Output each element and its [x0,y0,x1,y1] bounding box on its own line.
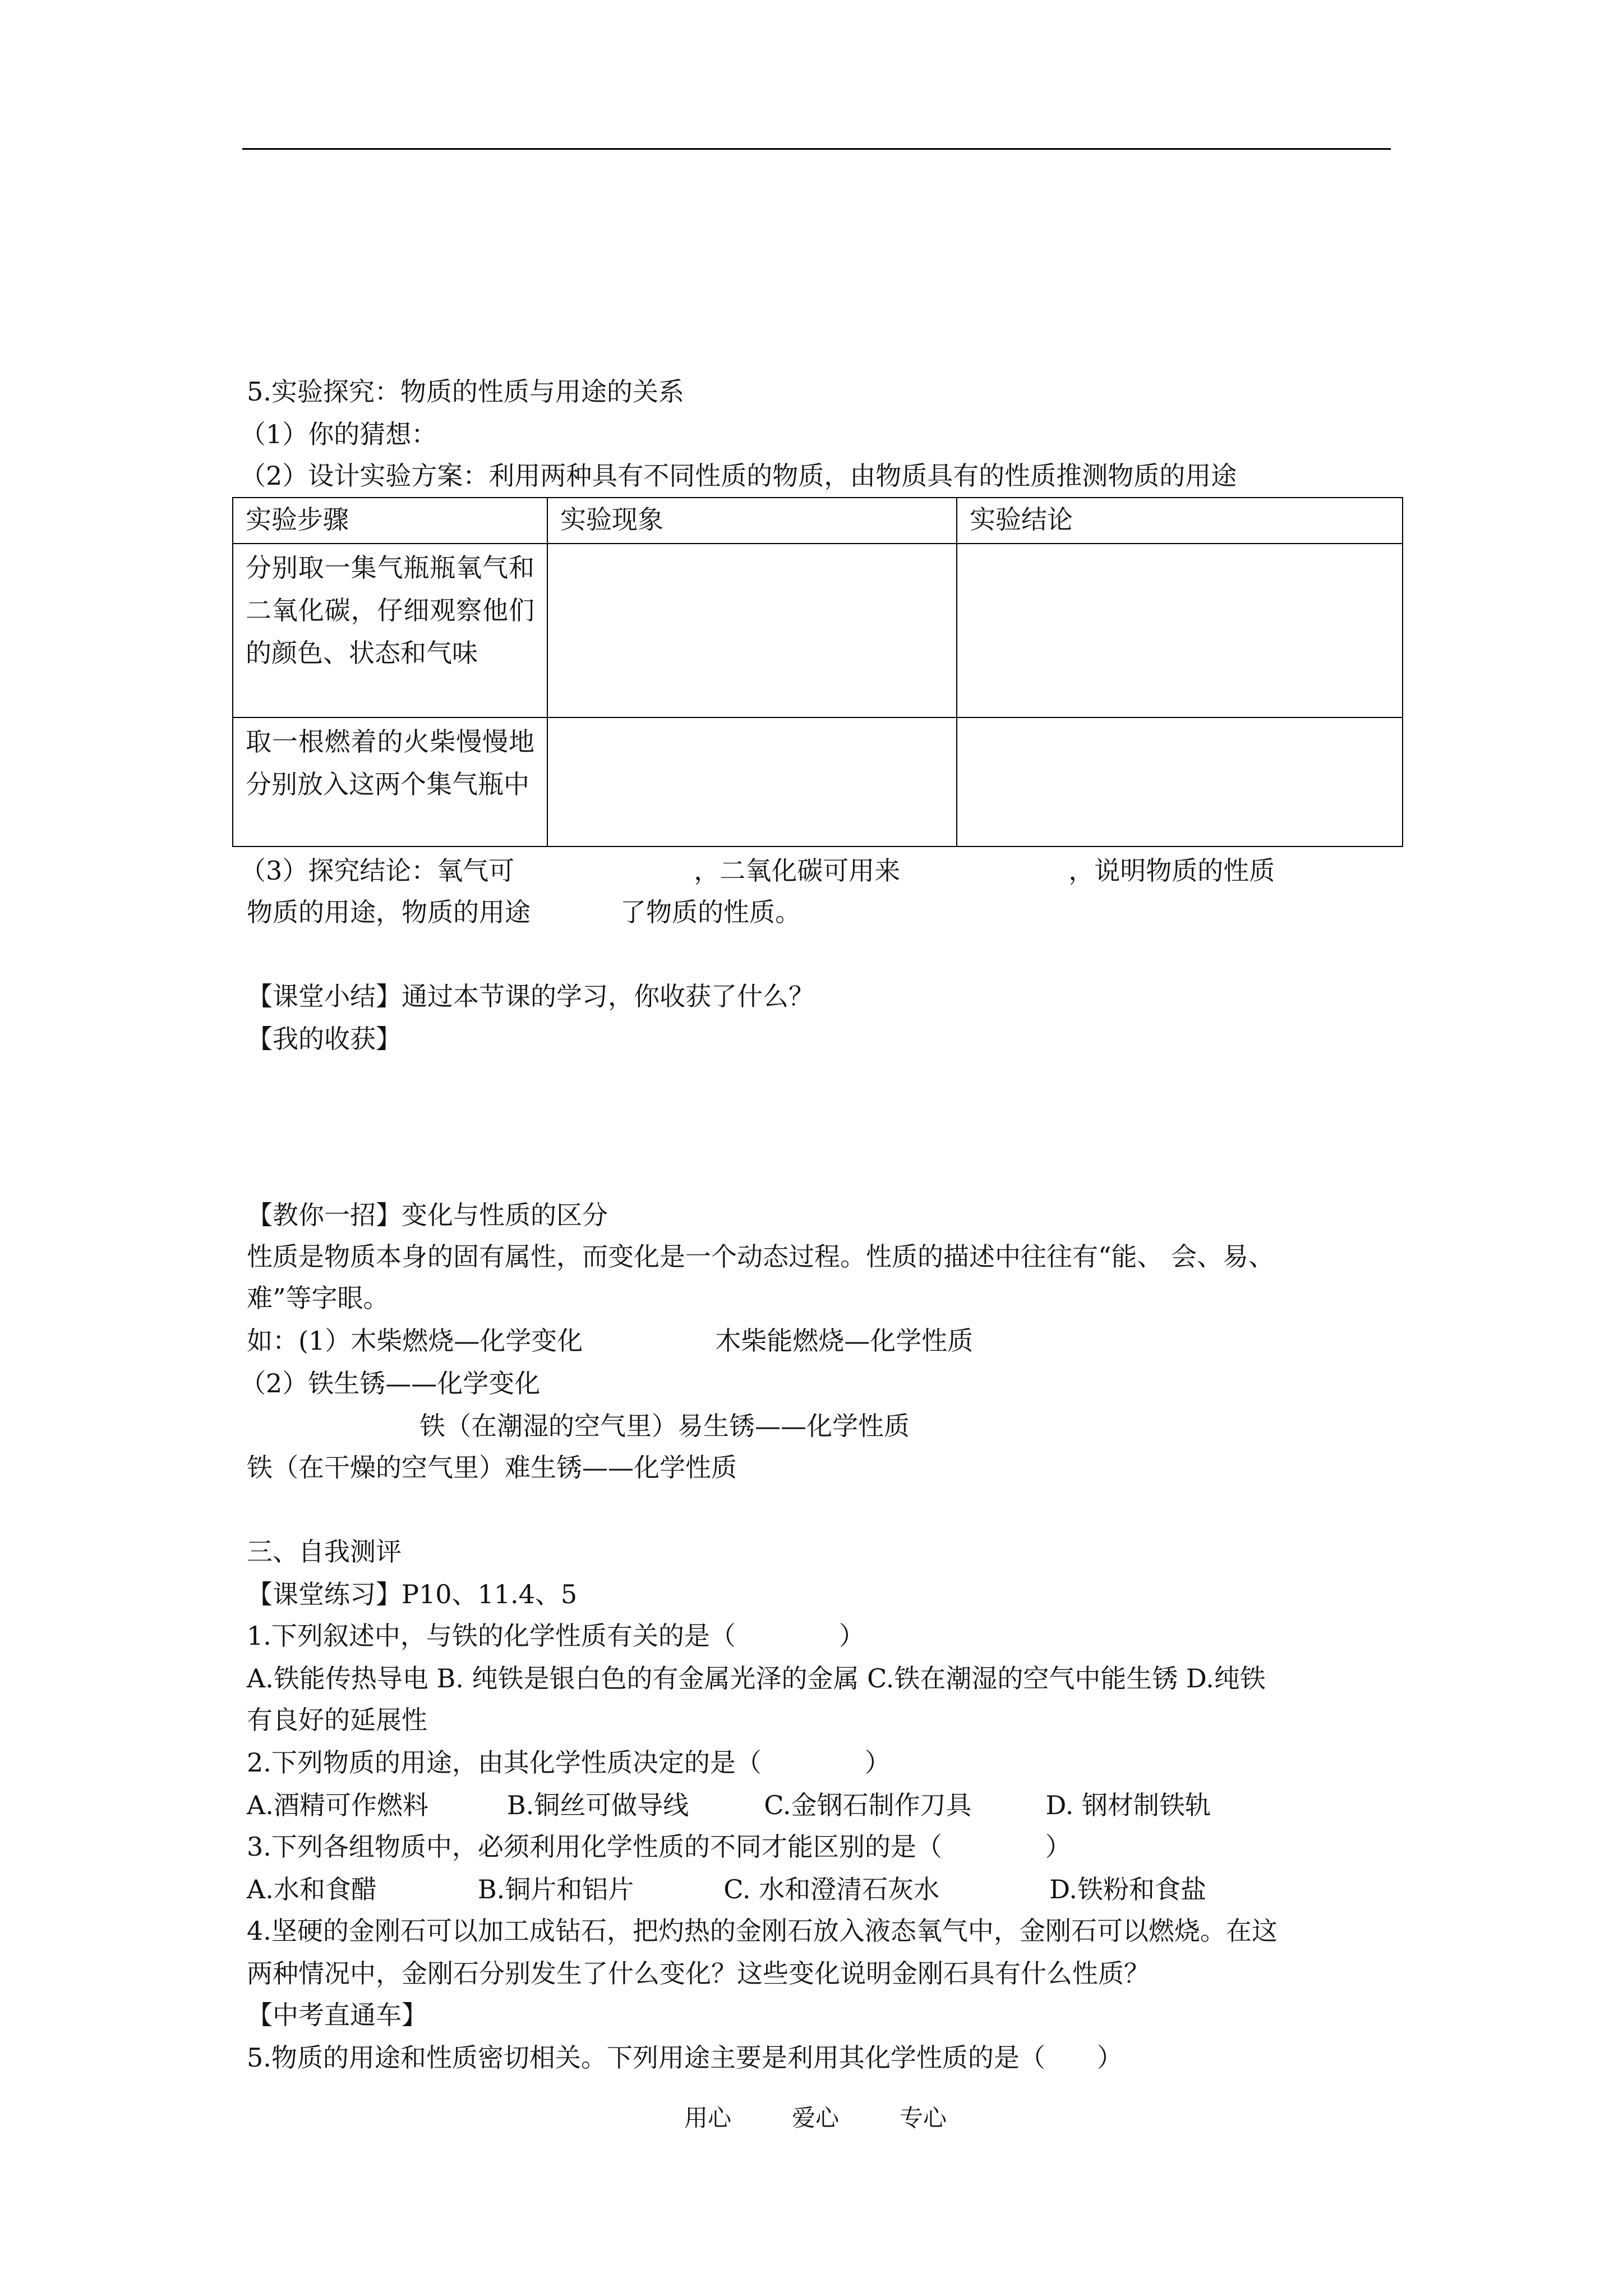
step-cell: 取一根燃着的火柴慢慢地分别放入这两个集气瓶中 [233,717,547,846]
q2-option-d: D. 钢材制铁轨 [1045,1790,1211,1820]
my-gains-line: 【我的收获】 [247,1024,402,1054]
header-phenomena: 实验现象 [547,498,957,544]
experiment-table [232,497,1403,847]
q2-option-b: B.铜丝可做导线 [506,1790,689,1820]
conclusion-line-2 [247,895,801,929]
conclusion-cell [957,717,1403,846]
section5-title: 5.实验探究：物质的性质与用途的关系 [247,376,684,407]
question-2: 2.下列物质的用途，由其化学性质决定的是（ ） [247,1747,891,1778]
question-5: 5.物质的用途和性质密切相关。下列用途主要是利用其化学性质的是（ ） [247,2042,1123,2073]
example-1a: 如：(1）木柴燃烧—化学变化 [247,1326,583,1356]
tip-body-1: 性质是物质本身的固有属性，而变化是一个动态过程。性质的描述中往往有“能、 会、易、 [247,1241,1275,1272]
question-3-options [247,1872,1206,1906]
exam-heading: 【中考直通车】 [247,2000,427,2030]
summary-line: 【课堂小结】通过本节课的学习，你收获了什么？ [247,981,814,1011]
tip-example-4: 铁（在干燥的空气里）难生锈——化学性质 [247,1452,737,1483]
footer-word-2: 爱心 [792,2104,840,2132]
selftest-title: 三、自我测评 [247,1536,402,1567]
tip-example-2: （2）铁生锈——化学变化 [240,1368,541,1398]
tip-example-3: 铁（在潮湿的空气里）易生锈——化学性质 [419,1411,910,1441]
conclusion-part-1: （3）探究结论：氧气可 [240,855,515,886]
question-guess: （1）你的猜想： [240,419,437,449]
header-steps: 实验步骤 [233,498,547,544]
conclusion-cell [957,544,1403,717]
practice-line: 【课堂练习】P10、11.4、5 [247,1579,578,1609]
question-4-line-2: 两种情况中，金刚石分别发生了什么变化？这些变化说明金刚石具有什么性质？ [247,1958,1150,1989]
footer-word-3: 专心 [900,2104,947,2132]
q3-option-b: B.铜片和铝片 [477,1874,634,1904]
conclusion-part-3: ，说明物质的性质 [1068,855,1275,886]
question-1-options: A.铁能传热导电 B. 纯铁是银白色的有金属光泽的金属 C.铁在潮湿的空气中能生锈 D.纯铁 [247,1663,1266,1694]
phenomena-cell [547,544,957,717]
conclusion-part-2: ，二氧化碳可用来 [694,855,901,886]
question-3: 3.下列各组物质中，必须利用化学性质的不同才能区别的是（ ） [247,1832,1071,1862]
tip-example-1 [247,1324,973,1358]
tip-body-2: 难”等字眼。 [247,1283,389,1313]
phenomena-cell [547,717,957,846]
table-row [233,717,1403,846]
question-design: （2）设计实验方案：利用两种具有不同性质的物质，由物质具有的性质推测物质的用途 [240,461,1237,491]
conclusion-part-5: 了物质的性质。 [620,897,801,927]
table-header-row [233,498,1403,544]
example-1b: 木柴能燃烧—化学性质 [715,1326,974,1356]
step-cell: 分别取一集气瓶瓶氧气和二氧化碳，仔细观察他们的颜色、状态和气味 [233,544,547,717]
conclusion-part-4: 物质的用途，物质的用途 [247,897,531,927]
q2-option-c: C.金钢石制作刀具 [764,1790,972,1820]
question-4-line-1: 4.坚硬的金刚石可以加工成钻石，把灼热的金刚石放入液态氧气中，金刚石可以燃烧。在这 [247,1916,1278,1946]
conclusion-line-1 [240,854,1275,887]
question-2-options [247,1788,1211,1822]
q3-option-d: D.铁粉和食盐 [1049,1874,1206,1904]
footer-word-1: 用心 [684,2104,732,2132]
question-1-options-cont: 有良好的延展性 [247,1705,427,1735]
q3-option-a: A.水和食醋 [247,1874,377,1904]
header-conclusion: 实验结论 [957,498,1403,544]
q3-option-c: C. 水和澄清石灰水 [723,1874,940,1904]
header-rule [242,148,1391,150]
tip-title: 【教你一招】变化与性质的区分 [247,1200,608,1230]
question-1: 1.下列叙述中，与铁的化学性质有关的是（ ） [247,1621,865,1651]
table-row [233,544,1403,717]
q2-option-a: A.酒精可作燃料 [247,1790,428,1820]
